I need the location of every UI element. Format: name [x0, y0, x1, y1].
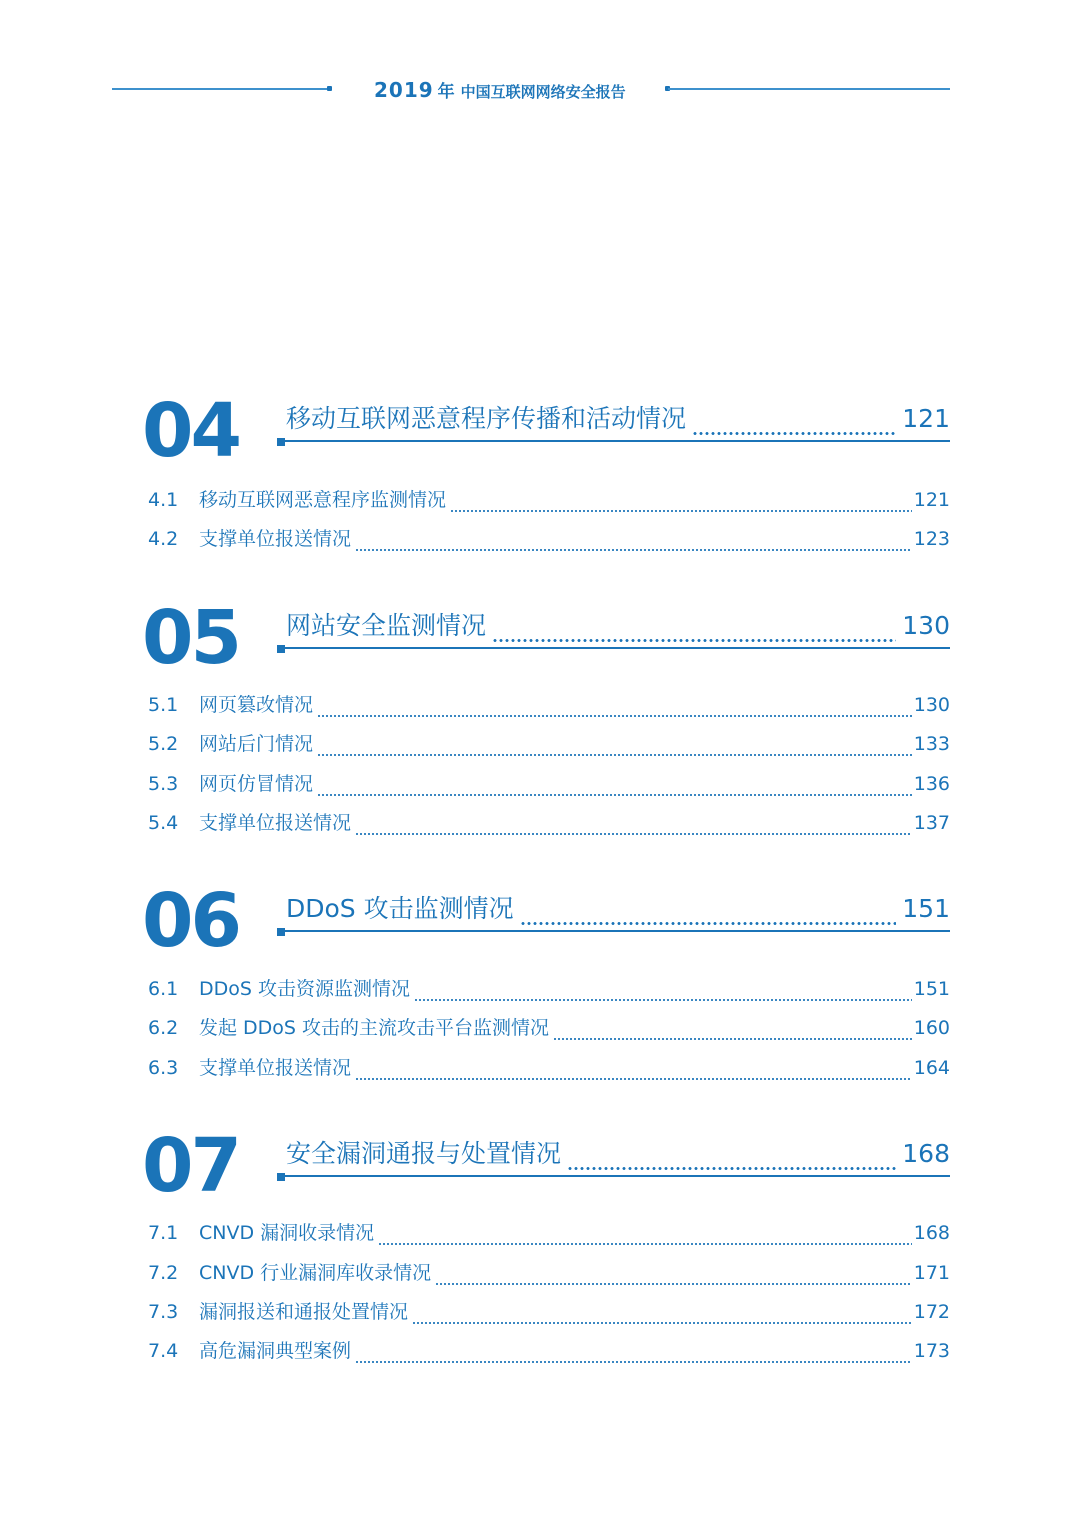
chapter-rule — [280, 647, 950, 649]
chapter-title: 网站安全监测情况 — [286, 611, 487, 640]
section-title: 支撑单位报送情况 — [199, 812, 352, 834]
toc-entry-5-3[interactable] — [148, 771, 950, 797]
chapter-title-link[interactable] — [286, 402, 950, 436]
chapter-title: 移动互联网恶意程序传播和活动情况 — [286, 404, 687, 433]
chapter-page: 168 — [902, 1139, 950, 1168]
section-number: 6.3 — [148, 1057, 179, 1079]
toc-entry-7-1[interactable] — [148, 1220, 950, 1246]
section-page: 171 — [913, 1262, 950, 1284]
dot-leader — [692, 414, 896, 436]
section-page: 123 — [913, 528, 950, 550]
section-title: CNVD 行业漏洞库收录情况 — [199, 1262, 432, 1284]
header-line-left — [112, 88, 328, 90]
header-report-title: 中国互联网网络安全报告 — [460, 83, 626, 101]
toc-entry-5-1[interactable] — [148, 692, 950, 718]
chapter-rule — [280, 440, 950, 442]
dot-leader — [412, 1309, 912, 1325]
section-page: 173 — [913, 1340, 950, 1362]
header-title — [374, 77, 626, 102]
chapter-number: 04 — [142, 388, 239, 474]
chapter-title-link[interactable] — [286, 609, 950, 643]
section-number: 6.2 — [148, 1017, 179, 1039]
chapter-page: 130 — [902, 611, 950, 640]
chapter-number: 07 — [142, 1123, 239, 1209]
chapter-rule-square — [277, 1173, 285, 1181]
toc-entry-7-3[interactable] — [148, 1299, 950, 1325]
header-line-right — [668, 88, 950, 90]
section-page: 172 — [913, 1301, 950, 1323]
section-number: 5.1 — [148, 694, 179, 716]
section-title: 漏洞报送和通报处置情况 — [199, 1301, 409, 1323]
section-page: 151 — [913, 978, 950, 1000]
section-page: 137 — [913, 812, 950, 834]
header-year: 2019 — [374, 78, 434, 102]
toc-entry-7-2[interactable] — [148, 1260, 950, 1286]
section-page: 164 — [913, 1057, 950, 1079]
dot-leader — [553, 1025, 912, 1041]
chapter-rule — [280, 930, 950, 932]
dot-leader — [450, 497, 912, 513]
chapter-page: 151 — [902, 894, 950, 923]
section-title: 发起 DDoS 攻击的主流攻击平台监测情况 — [199, 1017, 550, 1039]
section-page: 121 — [913, 489, 950, 511]
section-title: DDoS 攻击资源监测情况 — [199, 978, 410, 1000]
section-page: 168 — [913, 1222, 950, 1244]
section-title: 网页仿冒情况 — [199, 773, 314, 795]
toc-entry-5-4[interactable] — [148, 810, 950, 836]
dot-leader — [355, 536, 912, 552]
section-title: 网页篡改情况 — [199, 694, 314, 716]
section-number: 4.1 — [148, 489, 179, 511]
chapter-rule-square — [277, 928, 285, 936]
toc-entry-6-2[interactable] — [148, 1015, 950, 1041]
dot-leader — [355, 820, 912, 836]
dot-leader — [492, 621, 896, 643]
toc-entry-6-3[interactable] — [148, 1055, 950, 1081]
toc-entry-6-1[interactable] — [148, 976, 950, 1002]
toc-entry-4-1[interactable] — [148, 487, 950, 513]
chapter-rule-square — [277, 438, 285, 446]
chapter-title-link[interactable] — [286, 1137, 950, 1171]
section-page: 160 — [913, 1017, 950, 1039]
section-number: 6.1 — [148, 978, 179, 1000]
section-page: 130 — [913, 694, 950, 716]
toc-entry-5-2[interactable] — [148, 731, 950, 757]
section-number: 7.4 — [148, 1340, 179, 1362]
dot-leader — [317, 702, 912, 718]
chapter-number: 06 — [142, 878, 239, 964]
section-number: 7.1 — [148, 1222, 179, 1244]
section-number: 4.2 — [148, 528, 179, 550]
chapter-title-link[interactable] — [286, 892, 950, 926]
section-page: 136 — [913, 773, 950, 795]
section-number: 7.3 — [148, 1301, 179, 1323]
dot-leader — [378, 1230, 912, 1246]
toc-entry-7-4[interactable] — [148, 1338, 950, 1364]
section-title: 高危漏洞典型案例 — [199, 1340, 352, 1362]
section-number: 5.2 — [148, 733, 179, 755]
section-number: 7.2 — [148, 1262, 179, 1284]
section-title: 移动互联网恶意程序监测情况 — [199, 489, 447, 511]
section-title: CNVD 漏洞收录情况 — [199, 1222, 375, 1244]
section-page: 133 — [913, 733, 950, 755]
dot-leader — [317, 781, 912, 797]
dot-leader — [414, 986, 912, 1002]
section-title: 支撑单位报送情况 — [199, 1057, 352, 1079]
chapter-rule — [280, 1175, 950, 1177]
dot-leader — [567, 1149, 896, 1171]
header-dot-left — [327, 86, 332, 91]
section-number: 5.4 — [148, 812, 179, 834]
dot-leader — [435, 1270, 912, 1286]
chapter-title: 安全漏洞通报与处置情况 — [286, 1139, 562, 1168]
header-year-char: 年 — [437, 82, 455, 102]
section-number: 5.3 — [148, 773, 179, 795]
section-title: 网站后门情况 — [199, 733, 314, 755]
chapter-number: 05 — [142, 595, 239, 681]
dot-leader — [317, 741, 912, 757]
toc-entry-4-2[interactable] — [148, 526, 950, 552]
dot-leader — [520, 904, 897, 926]
section-title: 支撑单位报送情况 — [199, 528, 352, 550]
dot-leader — [355, 1065, 912, 1081]
chapter-page: 121 — [902, 404, 950, 433]
chapter-rule-square — [277, 645, 285, 653]
dot-leader — [355, 1348, 912, 1364]
page-header — [112, 72, 950, 106]
chapter-title: DDoS 攻击监测情况 — [286, 894, 514, 923]
